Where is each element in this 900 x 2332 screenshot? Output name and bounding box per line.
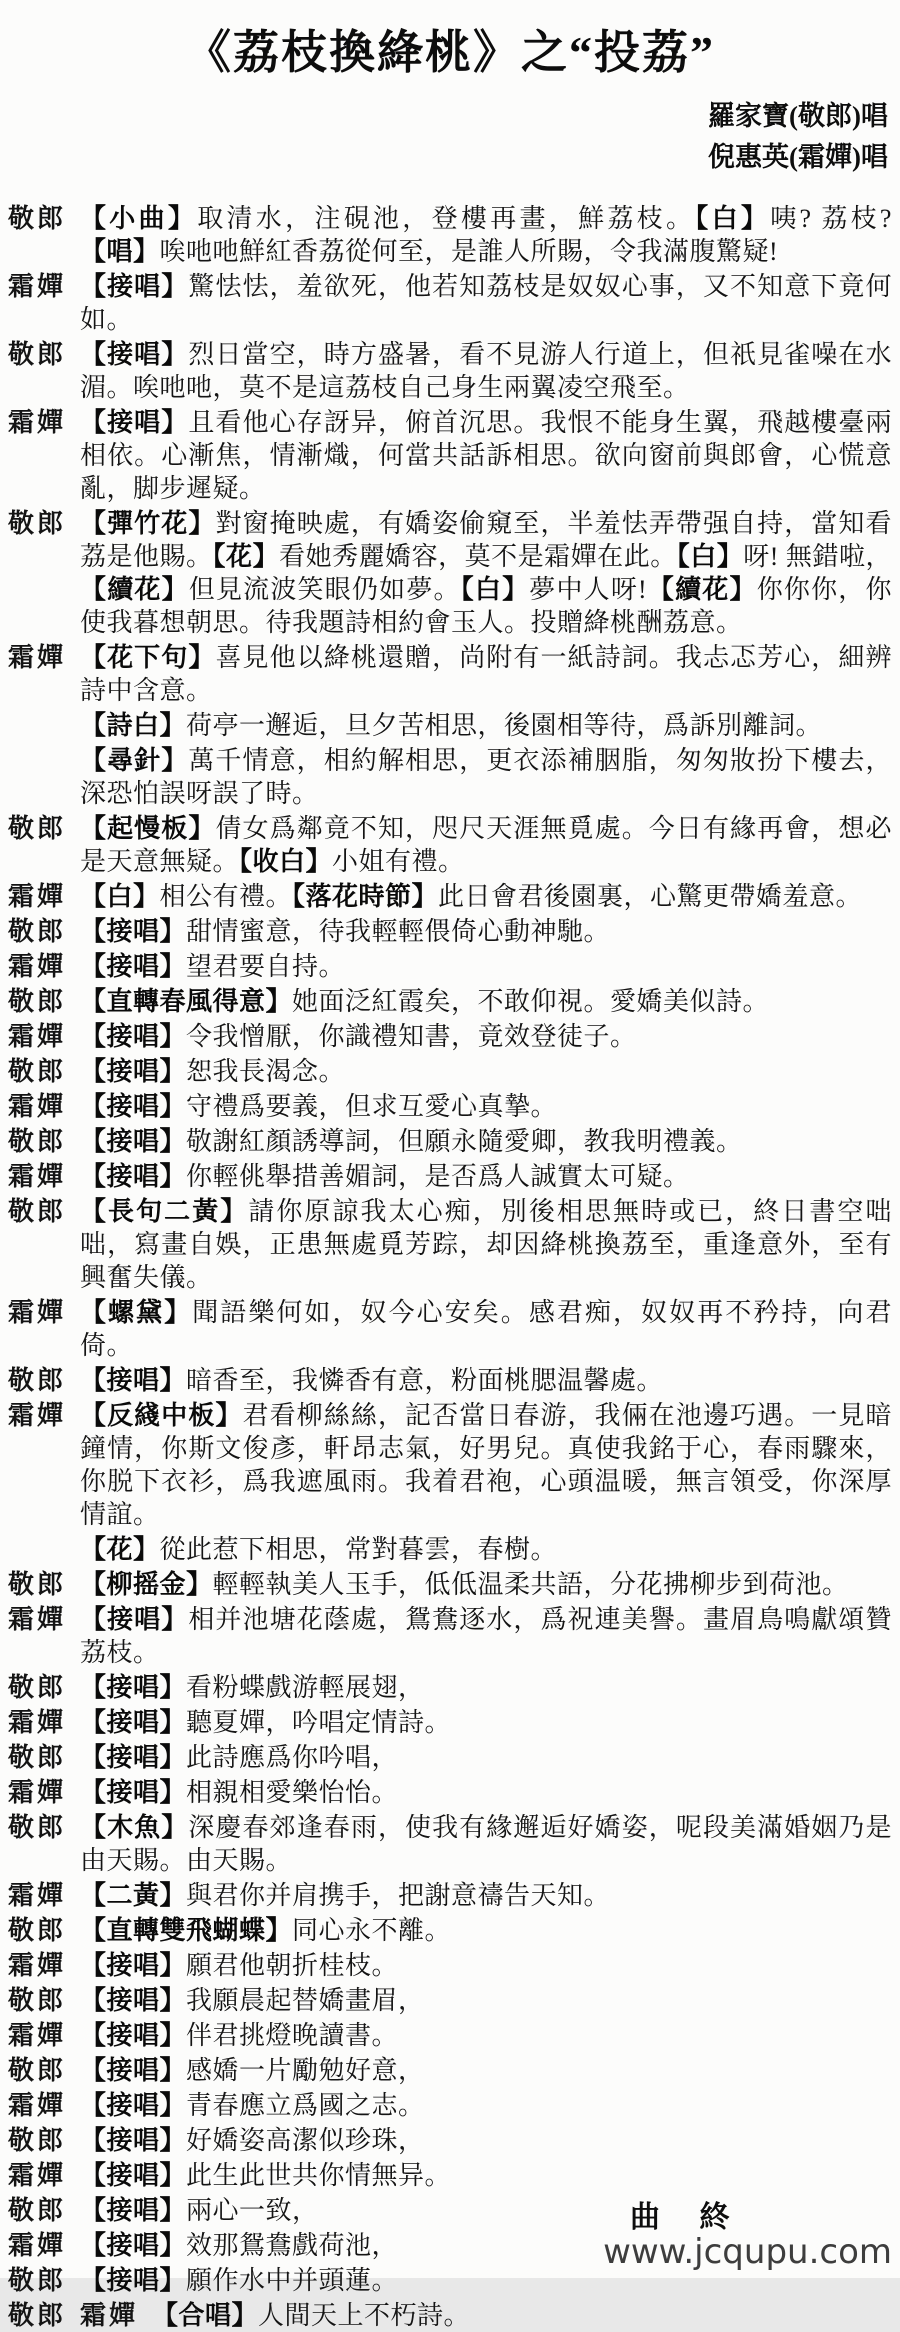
lyric-row — [8, 985, 892, 1018]
lyric-text: 【直轉春風得意】她面泛紅霞矣，不敢仰視。愛嬌美似詩。 — [80, 985, 770, 1016]
speaker-label: 敬郎 — [8, 1812, 67, 1842]
speaker-label: 霜嬋 — [8, 1400, 67, 1430]
lyric-row — [8, 406, 892, 505]
tune-marker: 【接唱】 — [80, 1090, 187, 1121]
tune-marker: 【接唱】 — [80, 406, 189, 437]
lyric-text: 【接唱】甜情蜜意，待我輕輕偎倚心動神馳。 — [80, 915, 611, 946]
website-watermark: www.jcqupu.com — [603, 2232, 892, 2272]
lyric-text: 【接唱】驚怯怯，羞欲死，他若知荔枝是奴奴心事，又不知意下竟何如。 — [80, 270, 892, 334]
end-mark: 曲 終 — [630, 2201, 746, 2234]
lyric-row — [8, 1160, 892, 1193]
tune-marker: 【花】 — [80, 1533, 160, 1564]
singer-credit-1: 羅家寶(敬郎)唱 — [708, 100, 888, 131]
tune-marker: 【接唱】 — [80, 1160, 187, 1191]
lyric-row — [8, 1020, 892, 1053]
tune-marker: 【直轉雙飛蝴蝶】 — [80, 1914, 293, 1945]
tune-marker: 【尋針】 — [80, 744, 189, 775]
speaker-label: 敬郎 — [8, 1985, 67, 2015]
speaker-label: 敬郎 — [8, 2055, 67, 2085]
lyric-row — [8, 202, 892, 268]
lyric-text: 【接唱】此生此世共你情無异。 — [80, 2159, 452, 2190]
speaker-label: 霜嬋 — [8, 2230, 67, 2260]
tune-marker: 【小曲】 — [80, 202, 198, 233]
lyric-row — [8, 1776, 892, 1809]
speaker-label: 霜嬋 — [8, 2020, 67, 2050]
tune-marker: 【接唱】 — [80, 1020, 187, 1051]
page-title: 《荔枝換絳桃》之“投荔” — [185, 27, 715, 78]
tune-marker: 【接唱】 — [80, 2194, 187, 2225]
lyric-text: 【接唱】敬謝紅顏誘導詞，但願永隨愛卿，教我明禮義。 — [80, 1125, 743, 1156]
speaker-label: 敬郎 — [8, 2195, 67, 2225]
tune-marker: 【接唱】 — [80, 2124, 187, 2155]
lyric-row — [8, 338, 892, 404]
speaker-label: 敬郎 — [8, 1126, 67, 1156]
lyric-text: 【螺黛】聞語樂何如，奴今心安矣。感君痴，奴奴再不矜持，向君倚。 — [80, 1296, 892, 1360]
lyric-text: 霜嬋 【合唱】人間天上不朽詩。 — [80, 2299, 471, 2330]
tune-marker: 【起慢板】 — [80, 812, 216, 843]
tune-marker: 【長句二黃】 — [80, 1195, 249, 1226]
tune-marker: 【接唱】 — [80, 1776, 187, 1807]
lyric-text: 【接唱】望君要自持。 — [80, 950, 346, 981]
lyric-row — [8, 1984, 892, 2017]
lyric-row — [8, 1879, 892, 1912]
lyric-text: 【接唱】相并池塘花蔭處，鴛鴦逐水，爲祝連美譽。畫眉鳥鳴獻頌贊荔枝。 — [80, 1603, 892, 1667]
tune-marker: 【合唱】 — [152, 2299, 259, 2330]
lyric-row — [8, 1399, 892, 1531]
speaker-label: 敬郎 — [8, 986, 67, 1016]
tune-marker: 【柳摇金】 — [80, 1568, 213, 1599]
lyric-row — [8, 744, 892, 810]
lyric-text: 【木魚】深慶春郊逢春雨，使我有緣邂逅好嬌姿，呢段美滿婚姻乃是由天賜。由天賜。 — [80, 1811, 892, 1875]
lyric-row — [8, 1811, 892, 1877]
lyric-row — [8, 880, 892, 913]
tune-marker: 【反綫中板】 — [80, 1399, 243, 1430]
lyric-text: 【接唱】感嬌一片勵勉好意， — [80, 2054, 425, 2085]
tune-marker: 【螺黛】 — [80, 1296, 193, 1327]
speaker-label: 敬郎 — [8, 1056, 67, 1086]
speaker-label: 霜嬋 — [8, 1091, 67, 1121]
lyric-row — [8, 1706, 892, 1739]
speaker-label: 敬郎 — [8, 508, 67, 538]
tune-marker: 【收白】 — [239, 845, 333, 876]
speaker-label: 敬郎 — [8, 203, 67, 233]
tune-marker: 【接唱】 — [80, 1949, 187, 1980]
tune-marker: 【接唱】 — [80, 1706, 187, 1737]
speaker-label: 霜嬋 — [8, 2160, 67, 2190]
tune-marker: 【白】 — [460, 573, 530, 604]
speaker-label: 敬郎 — [8, 1672, 67, 1702]
lyric-text: 【柳摇金】輕輕執美人玉手，低低温柔共語，分花拂柳步到荷池。 — [80, 1568, 849, 1599]
lyric-text: 【接唱】相親相愛樂怡怡。 — [80, 1776, 399, 1807]
speaker-label: 敬郎 — [8, 1196, 67, 1226]
lyric-text: 【接唱】烈日當空，時方盛暑，看不見游人行道上，但祇見雀噪在水湄。唉吔吔，莫不是這荔枝自己身生兩翼凌空飛至。 — [80, 338, 892, 402]
speaker-label: 敬郎 — [8, 2300, 67, 2330]
lyric-text: 【尋針】萬千情意，相約解相思，更衣添補胭脂，匆匆妝扮下樓去，深恐怕誤呀誤了時。 — [80, 744, 892, 808]
lyric-row — [8, 507, 892, 639]
lyric-text: 【接唱】伴君挑燈晚讀書。 — [80, 2019, 399, 2050]
singer-credits — [0, 96, 900, 178]
speaker-label: 霜嬋 — [8, 951, 67, 981]
tune-marker: 【接唱】 — [80, 2159, 187, 2190]
lyric-text: 【接唱】效那鴛鴦戲荷池， — [80, 2229, 399, 2260]
tune-marker: 【直轉春風得意】 — [80, 985, 293, 1016]
tune-marker: 【二黃】 — [80, 1879, 187, 1910]
lyric-row — [8, 1296, 892, 1362]
lyric-text: 【直轉雙飛蝴蝶】同心永不離。 — [80, 1914, 452, 1945]
tune-marker: 【接唱】 — [80, 2089, 187, 2120]
lyric-row — [8, 1364, 892, 1397]
speaker-label: 霜嬋 — [8, 1880, 67, 1910]
lyrics-list — [0, 202, 900, 2332]
lyric-row — [8, 1603, 892, 1669]
speaker-label: 敬郎 — [8, 339, 67, 369]
speaker-label: 霜嬋 — [8, 881, 67, 911]
speaker-label: 霜嬋 — [8, 1707, 67, 1737]
lyric-row — [8, 1671, 892, 1704]
speaker-label: 敬郎 — [8, 1742, 67, 1772]
lyric-row — [8, 709, 892, 742]
lyric-text: 【起慢板】倩女爲鄰竟不知，咫尺天涯無覓處。今日有緣再會，想必是天意無疑。【收白】小姐有禮。 — [80, 812, 892, 876]
lyric-text: 【接唱】守禮爲要義，但求互愛心真摯。 — [80, 1090, 558, 1121]
speaker-label: 敬郎 — [8, 916, 67, 946]
tune-marker: 【接唱】 — [80, 270, 189, 301]
lyric-row — [8, 1090, 892, 1123]
lyric-text: 【花下句】喜見他以絳桃還贈，尚附有一紙詩詞。我忐忑芳心，細辨詩中含意。 — [80, 641, 892, 705]
tune-marker: 【接唱】 — [80, 2054, 187, 2085]
tune-marker: 【接唱】 — [80, 1055, 187, 1086]
speaker-label: 敬郎 — [8, 1915, 67, 1945]
speaker-label: 敬郎 — [8, 1569, 67, 1599]
tune-marker: 【白】 — [695, 202, 771, 233]
lyric-text: 【彈竹花】對窗掩映處，有嬌姿偷窺至，半羞怯弄帶强自持，當知看荔是他賜。【花】看她秀麗嬌容，莫不是霜嬋在此。【白】呀! 無錯啦，【續花】但見流波笑眼仍如夢。【白】夢中人呀!【續花】你你你，你使我暮想朝思。待我題詩相約會玉人。投贈絳桃酬荔意。 — [80, 507, 892, 637]
lyric-text: 【接唱】恕我長渴念。 — [80, 1055, 346, 1086]
tune-marker: 【接唱】 — [80, 2019, 187, 2050]
speaker-label: 霜嬋 — [8, 642, 67, 672]
tune-marker: 【接唱】 — [80, 1364, 187, 1395]
lyric-text: 【接唱】你輕佻舉措善媚詞，是否爲人誠實太可疑。 — [80, 1160, 690, 1191]
lyric-text: 【接唱】看粉蝶戲游輕展翅， — [80, 1671, 425, 1702]
lyric-text: 【白】相公有禮。【落花時節】此日會君後園裏，心驚更帶嬌羞意。 — [80, 880, 863, 911]
speaker-label: 霜嬋 — [8, 1604, 67, 1634]
lyric-row — [8, 2019, 892, 2052]
lyric-row — [8, 270, 892, 336]
lyric-row — [8, 1195, 892, 1294]
speaker-label: 敬郎 — [8, 1365, 67, 1395]
lyric-text: 【反綫中板】君看柳絲絲，記否當日春游，我倆在池邊巧遇。一見暗鐘情，你斯文俊彥，軒昂志氣，好男兒。真使我銘于心，春雨驟來，你脱下衣衫，爲我遮風雨。我着君袍，心頭温暖，無言領受，你深厚情誼。 — [80, 1399, 892, 1529]
lyric-text: 【接唱】好嬌姿高潔似珍珠， — [80, 2124, 425, 2155]
speaker-label: 霜嬋 — [8, 271, 67, 301]
lyric-row — [8, 2054, 892, 2087]
speaker-label: 霜嬋 — [8, 1161, 67, 1191]
tune-marker: 【接唱】 — [80, 915, 187, 946]
lyric-row — [8, 915, 892, 948]
tune-marker: 【白】 — [80, 880, 160, 911]
tune-marker: 【接唱】 — [80, 1671, 187, 1702]
speaker-label: 敬郎 — [8, 813, 67, 843]
lyric-row — [8, 1741, 892, 1774]
speaker-label: 霜嬋 — [8, 1777, 67, 1807]
lyric-text: 【長句二黃】請你原諒我太心痴，別後相思無時或已，終日書空咄咄，寫畫自娛，正患無處覓芳踪，却因絳桃換荔至，重逢意外，至有興奮失儀。 — [80, 1195, 892, 1292]
lyric-row — [8, 2159, 892, 2192]
lyric-row — [8, 1568, 892, 1601]
singer-credit-2: 倪惠英(霜嬋)唱 — [708, 141, 888, 172]
lyric-text: 【接唱】願作水中并頭蓮。 — [80, 2264, 399, 2295]
lyric-text: 【接唱】願君他朝折桂枝。 — [80, 1949, 399, 1980]
lyric-row — [8, 1914, 892, 1947]
lyric-row — [8, 2124, 892, 2157]
speaker-label: 霜嬋 — [8, 2090, 67, 2120]
tune-marker: 【接唱】 — [80, 950, 187, 981]
speaker-label: 霜嬋 — [8, 407, 67, 437]
tune-marker: 【接唱】 — [80, 1125, 187, 1156]
tune-marker: 【花下句】 — [80, 641, 216, 672]
lyric-row — [8, 2299, 892, 2332]
lyric-row — [8, 950, 892, 983]
lyric-row — [8, 2089, 892, 2122]
lyric-row — [8, 1055, 892, 1088]
tune-marker: 【接唱】 — [80, 2229, 187, 2260]
lyric-text: 【二黃】與君你并肩携手，把謝意禱告天知。 — [80, 1879, 611, 1910]
lyric-row — [8, 641, 892, 707]
tune-marker: 【接唱】 — [80, 1603, 189, 1634]
lyric-text: 【詩白】荷亭一邂逅，旦夕苦相思，後園相等待，爲訴別離詞。 — [80, 709, 823, 740]
speaker-label: 霜嬋 — [8, 1950, 67, 1980]
tune-marker: 【落花時節】 — [292, 880, 439, 911]
lyric-text: 【接唱】且看他心存訝异，俯首沉思。我恨不能身生翼，飛越樓臺兩相依。心漸焦，情漸熾，何當共話訴相思。欲向窗前與郎會，心慌意亂，脚步遲疑。 — [80, 406, 892, 503]
speaker-label: 敬郎 — [8, 2125, 67, 2155]
tune-marker: 【唱】 — [80, 235, 160, 266]
lyric-text: 【接唱】聽夏嬋，吟唱定情詩。 — [80, 1706, 452, 1737]
speaker-label: 霜嬋 — [80, 2300, 139, 2330]
tune-marker: 【木魚】 — [80, 1811, 189, 1842]
lyric-text: 【接唱】此詩應爲你吟唱， — [80, 1741, 399, 1772]
speaker-label: 敬郎 — [8, 2265, 67, 2295]
lyric-row — [8, 2194, 892, 2227]
tune-marker: 【白】 — [676, 540, 744, 571]
tune-marker: 【花】 — [212, 540, 280, 571]
tune-marker: 【詩白】 — [80, 709, 187, 740]
tune-marker: 【續花】 — [80, 573, 189, 604]
lyric-text: 【小曲】取清水，注硯池，登樓再畫，鮮荔枝。【白】咦? 荔枝?【唱】唉吔吔鮮紅香荔從何至，是誰人所賜，令我滿腹驚疑! — [80, 202, 892, 266]
lyric-row — [8, 812, 892, 878]
lyric-row — [8, 1533, 892, 1566]
lyric-row — [8, 1949, 892, 1982]
speaker-label: 霜嬋 — [8, 1021, 67, 1051]
tune-marker: 【彈竹花】 — [80, 507, 216, 538]
tune-marker: 【接唱】 — [80, 1984, 187, 2015]
lyric-text: 【接唱】令我憎厭，你識禮知書，竟效登徒子。 — [80, 1020, 637, 1051]
lyric-row — [8, 1125, 892, 1158]
tune-marker: 【接唱】 — [80, 338, 189, 369]
lyric-text: 【花】從此惹下相思，常對暮雲，春樹。 — [80, 1533, 558, 1564]
tune-marker: 【接唱】 — [80, 1741, 187, 1772]
lyric-text: 【接唱】青春應立爲國之志。 — [80, 2089, 425, 2120]
lyric-text: 【接唱】我願晨起替嬌畫眉， — [80, 1984, 425, 2015]
lyric-text: 【接唱】暗香至，我憐香有意，粉面桃腮温馨處。 — [80, 1364, 664, 1395]
lyric-text: 【接唱】兩心一致， — [80, 2194, 319, 2225]
speaker-label: 霜嬋 — [8, 1297, 67, 1327]
tune-marker: 【續花】 — [647, 573, 757, 604]
tune-marker: 【接唱】 — [80, 2264, 187, 2295]
